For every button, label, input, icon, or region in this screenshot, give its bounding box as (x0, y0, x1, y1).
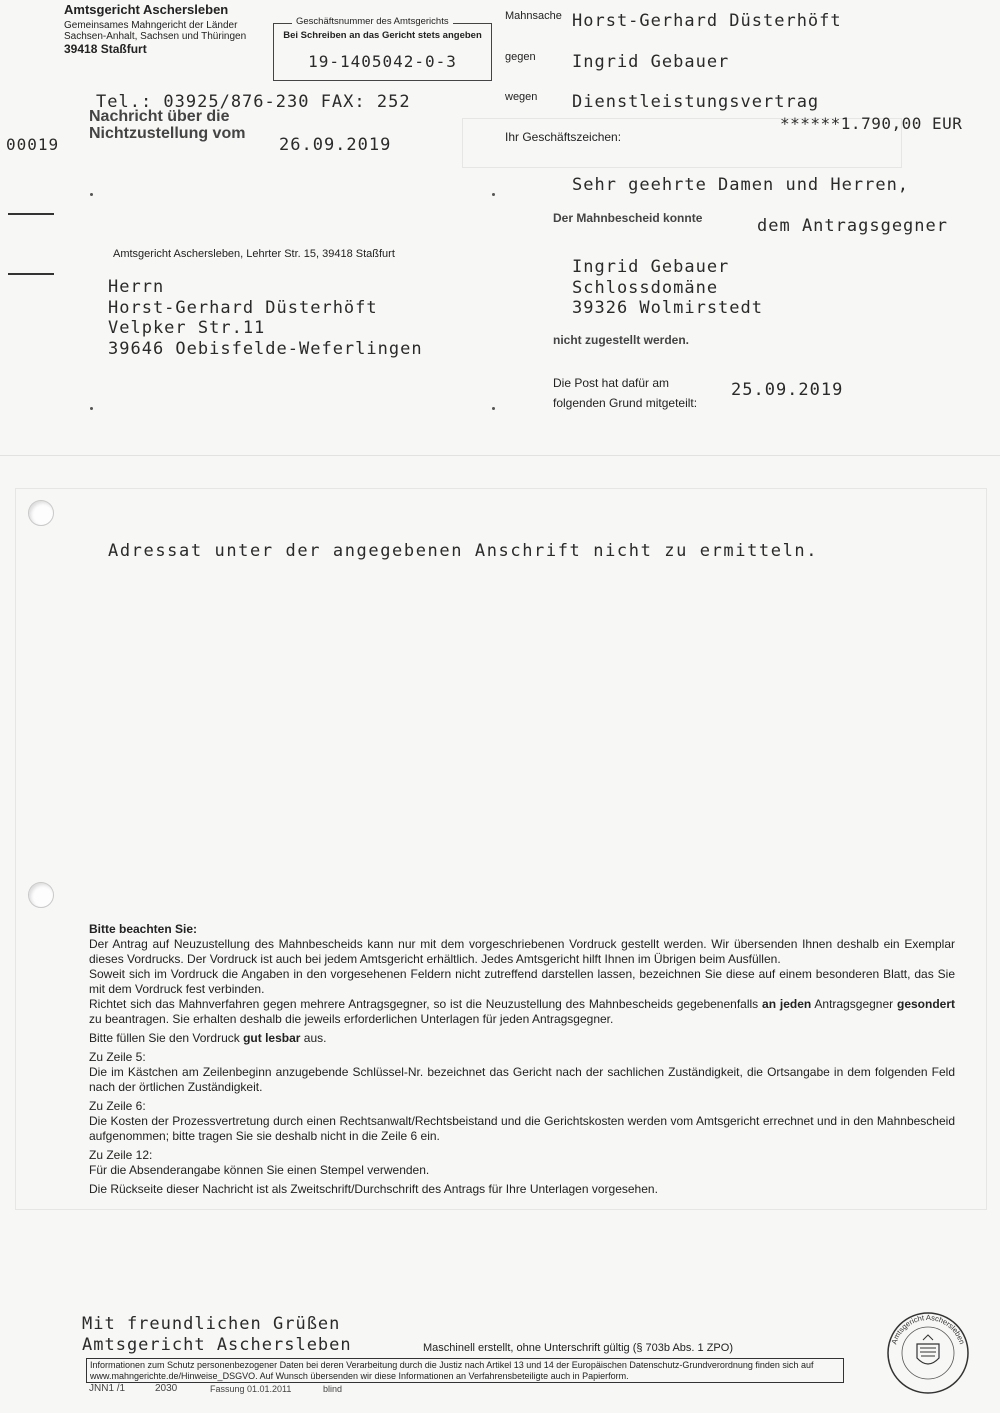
recipient-city: 39646 Oebisfelde-Weferlingen (108, 338, 423, 359)
hints-block (89, 922, 955, 1197)
dem-antragsgegner: dem Antragsgegner (757, 216, 948, 236)
mahnsache-label: Mahnsache (505, 10, 562, 22)
recipient-name: Horst-Gerhard Düsterhöft (108, 297, 378, 318)
footer-blind: blind (323, 1384, 343, 1394)
hint-p4 (89, 1031, 955, 1046)
svg-text:Amtsgericht Aschersleben (889, 1313, 966, 1345)
court-name: Amtsgericht Aschersleben (64, 2, 229, 17)
case-number-label: Geschäftsnummer des Amtsgerichts (292, 16, 453, 27)
zeile12-head: Zu Zeile 12: (89, 1148, 153, 1162)
gegen-label: gegen (505, 51, 536, 63)
hint-p3-text: Antragsgegner (811, 997, 897, 1011)
window-marker (90, 407, 93, 410)
closing-line2: Amtsgericht Aschersleben (82, 1335, 352, 1355)
closing-line1: Mit freundlichen Grüßen (82, 1314, 341, 1334)
machine-note: Maschinell erstellt, ohne Unterschrift gültig (§ 703b Abs. 1 ZPO) (423, 1342, 733, 1354)
debtor-city: 39326 Wolmirstedt (572, 298, 763, 318)
punch-hole (28, 500, 54, 526)
geschaeftszeichen-label: Ihr Geschäftszeichen: (505, 130, 622, 144)
footer-form: JNN1 /1 (89, 1383, 126, 1394)
back-note: Die Rückseite dieser Nachricht ist als Zweitschrift/Durchschrift des Antrags für Ihre Unterlagen vorgesehen. (89, 1182, 658, 1196)
hint-p3 (89, 997, 955, 1027)
zeile6-text: Die Kosten der Prozessvertretung durch einen Rechtsanwalt/Rechtsbeistand und die Gerichtskosten werden vom Amtsgericht errechnet und in den Mahnbescheid aufgenommen; bitte tragen Sie sie deshalb nicht in die Zeile 6 ein. (89, 1114, 955, 1143)
wegen-value: Dienstleistungsvertrag (572, 92, 820, 112)
not-delivered: nicht zugestellt werden. (553, 333, 690, 347)
court-line2: Sachsen-Anhalt, Sachsen und Thüringen (64, 31, 247, 42)
konnte-label: Der Mahnbescheid konnte (553, 211, 703, 225)
court-city: 39418 Staßfurt (64, 42, 147, 56)
non-delivery-reason: Adressat unter der angegebenen Anschrift nicht zu ermitteln. (108, 541, 819, 561)
seal-text: Amtsgericht Aschersleben (889, 1312, 967, 1346)
hint-p4-bold: gut lesbar (243, 1031, 301, 1045)
hint-p3-text: Richtet sich das Mahnverfahren gegen mehrere Antragsgegner, so ist die Neuzustellung des Mahnbescheids gegebenenfalls (89, 997, 763, 1011)
footer-fassung: Fassung 01.01.2011 (210, 1384, 292, 1394)
hint-p4-text: Bitte füllen Sie den Vordruck (89, 1031, 244, 1045)
recipient-salutation: Herrn (108, 277, 165, 297)
fold-mark (8, 213, 54, 215)
punch-hole (28, 882, 54, 908)
fold-mark (8, 273, 54, 275)
hint-p2: Soweit sich im Vordruck die Angaben in den vorgesehenen Feldern nicht zutreffend darstellen lassen, bezeichnen Sie diese auf einem besonderen Blatt, das Sie mit dem Vordruck fest verbinden. (89, 967, 955, 996)
sender-line: Amtsgericht Aschersleben, Lehrter Str. 15, 39418 Staßfurt (113, 248, 395, 260)
post-line2: folgenden Grund mitgeteilt: (553, 396, 698, 410)
notice-title (89, 108, 245, 142)
fold-line (0, 455, 1000, 456)
privacy-box: Informationen zum Schutz personenbezogener Daten bei deren Verarbeitung durch die Justiz nach Artikel 13 und 14 der Europäischen Datenschutz-Grundverordnung finden sich auf www.mahngerichte.de/Hinweise_DSGVO. Auf Wunsch übersenden wir diese Informationen an Verfahrensbeteiligte auch in Papierform. (86, 1358, 844, 1383)
hints-heading: Bitte beachten Sie: (89, 922, 198, 936)
window-marker (492, 407, 495, 410)
notice-title-line2: Nichtzustellung vom (89, 125, 246, 142)
gegen-value: Ingrid Gebauer (572, 52, 730, 72)
post-reason-label (553, 373, 697, 413)
court-header (64, 2, 246, 56)
mahnsache-value: Horst-Gerhard Düsterhöft (572, 11, 842, 31)
notice-code: 00019 (6, 135, 60, 154)
closing (82, 1314, 352, 1356)
zeile5-text: Die im Kästchen am Zeilenbeginn anzugebende Schlüssel-Nr. bezeichnet das Gericht nach der sachlichen Zuständigkeit, die Ortsangabe in dem folgenden Feld nach der örtlichen Zuständigkeit. (89, 1065, 955, 1094)
post-line1: Die Post hat dafür am (553, 376, 670, 390)
debtor-street: Schlossdomäne (572, 277, 719, 298)
court-phone: Tel.: 03925/876-230 FAX: 252 (96, 92, 411, 112)
notice-title-line1: Nachricht über die (89, 108, 230, 125)
debtor-address (572, 257, 763, 319)
hint-p4-text: aus. (300, 1031, 327, 1045)
case-number-sublabel: Bei Schreiben an das Gericht stets angeben (283, 30, 482, 41)
greeting: Sehr geehrte Damen und Herren, (572, 175, 910, 195)
zeile6-head: Zu Zeile 6: (89, 1099, 146, 1113)
zeile5-head: Zu Zeile 5: (89, 1050, 146, 1064)
hint-p3-bold: gesondert (896, 997, 955, 1011)
zeile12-text: Für die Absenderangabe können Sie einen Stempel verwenden. (89, 1163, 430, 1177)
recipient-street: Velpker Str.11 (108, 318, 266, 338)
post-date: 25.09.2019 (731, 380, 844, 400)
hint-p1: Der Antrag auf Neuzustellung des Mahnbescheids kann nur mit dem vorgeschriebenen Vordruck gestellt werden. Wir übersenden Ihnen deshalb ein Exemplar dieses Vordrucks. Der Vordruck ist auch bei jedem Amtsgericht erhältlich. Jedes Amtsgericht hilft Ihnen im Übrigen beim Ausfüllen. (89, 937, 955, 966)
claim-amount: ******1.790,00 EUR (780, 114, 963, 133)
seal-icon (885, 1310, 971, 1396)
footer-num: 2030 (155, 1383, 178, 1394)
court-line1: Gemeinsames Mahngericht der Länder (64, 20, 238, 31)
window-marker (492, 193, 495, 196)
debtor-name: Ingrid Gebauer (572, 257, 730, 277)
court-seal (885, 1310, 971, 1396)
hint-p3-text: zu beantragen. Sie erhalten deshalb die jeweils erforderlichen Unterlagen für jeden Antragsgegner. (89, 1012, 614, 1026)
window-marker (90, 193, 93, 196)
recipient-address (108, 277, 423, 359)
notice-date: 26.09.2019 (279, 135, 392, 155)
case-number-box (273, 16, 492, 81)
hint-p3-bold: an jeden (762, 997, 812, 1011)
wegen-label: wegen (505, 91, 538, 103)
case-number: 19-1405042-0-3 (308, 52, 457, 71)
